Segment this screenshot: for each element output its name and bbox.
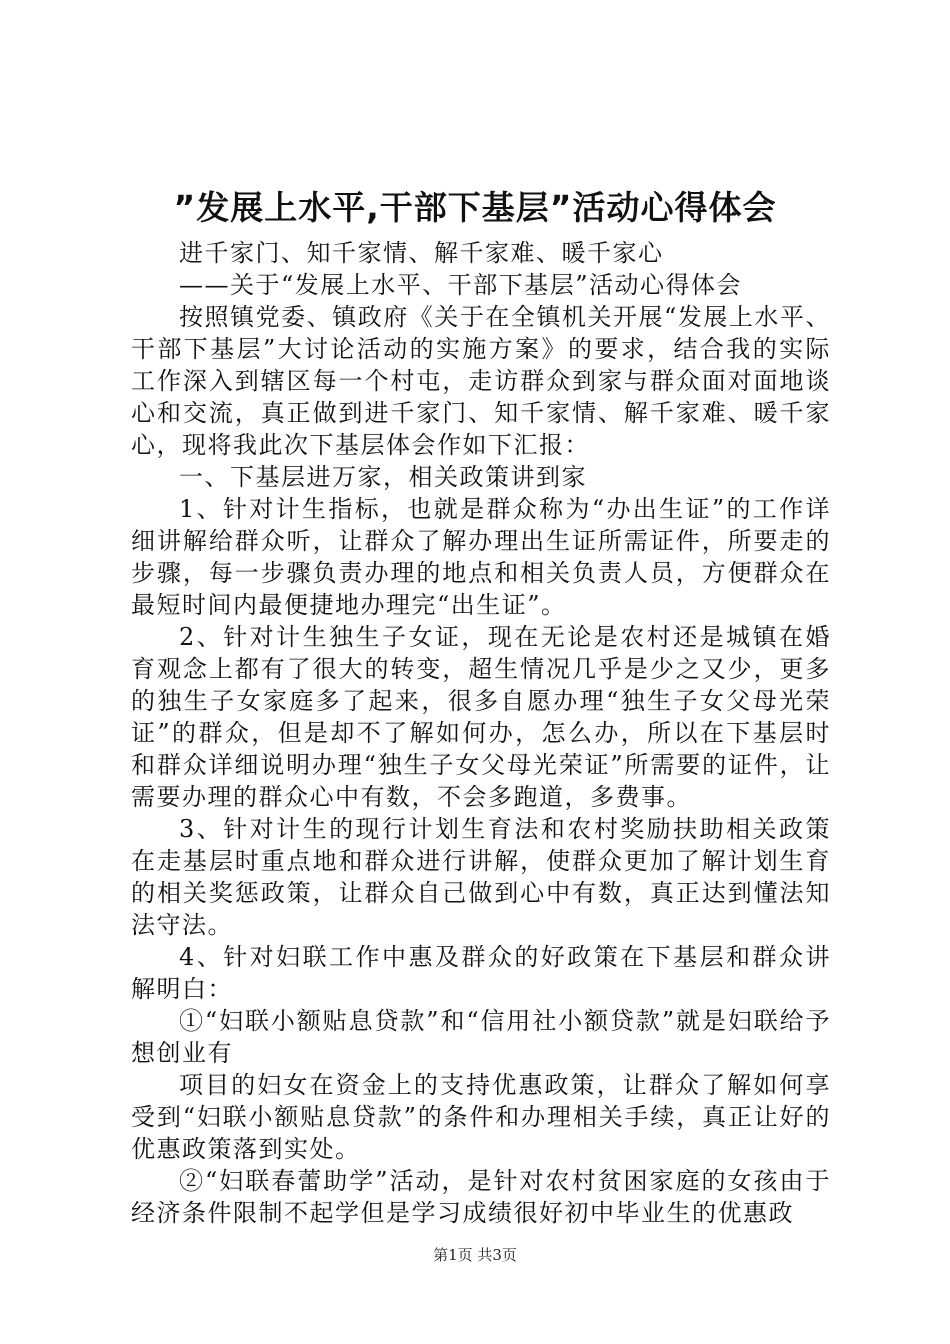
page-footer: 第1页 共3页 bbox=[433, 1246, 517, 1264]
body-paragraph: 按照镇党委、镇政府《关于在全镇机关开展“发展上水平、干部下基层”大讨论活动的实施方案》的要求，结合我的实际工作深入到辖区每一个村屯，走访群众到家与群众面对面地谈心和交流，真正做到进千家门、知千家情、解千家难、暖千家心，现将我此次下基层体会作如下汇报： bbox=[131, 303, 831, 459]
body-paragraph: ②“妇联春蕾助学”活动，是针对农村贫困家庭的女孩由于经济条件限制不起学但是学习成绩很好初中毕业生的优惠政 bbox=[131, 1167, 831, 1227]
body-paragraph: ①“妇联小额贴息贷款”和“信用社小额贷款”就是妇联给予想创业有 bbox=[131, 1007, 831, 1067]
section-heading: 一、下基层进万家，相关政策讲到家 bbox=[179, 463, 587, 491]
body-paragraph: 1、针对计生指标，也就是群众称为“办出生证”的工作详细讲解给群众听，让群众了解办理出生证所需证件，所要走的步骤，每一步骤负责办理的地点和相关负责人员，方便群众在最短时间内最便捷地办理完“出生证”。 bbox=[131, 495, 831, 619]
document-title: ”发展上水平,干部下基层”活动心得体会 bbox=[173, 188, 777, 227]
body-paragraph: 4、针对妇联工作中惠及群众的好政策在下基层和群众讲解明白： bbox=[131, 943, 831, 1003]
body-paragraph: 项目的妇女在资金上的支持优惠政策，让群众了解如何享受到“妇联小额贴息贷款”的条件和办理相关手续，真正让好的优惠政策落到实处。 bbox=[131, 1071, 831, 1163]
subtitle-line: ——关于“发展上水平、干部下基层”活动心得体会 bbox=[179, 271, 743, 299]
body-paragraph: 3、针对计生的现行计划生育法和农村奖励扶助相关政策在走基层时重点地和群众进行讲解，使群众更加了解计划生育的相关奖惩政策，让群众自己做到心中有数，真正达到懂法知法守法。 bbox=[131, 815, 831, 939]
body-paragraph: 2、针对计生独生子女证，现在无论是农村还是城镇在婚育观念上都有了很大的转变，超生情况几乎是少之又少，更多的独生子女家庭多了起来，很多自愿办理“独生子女父母光荣证”的群众，但是却不了解如何办，怎么办，所以在下基层时和群众详细说明办理“独生子女父母光荣证”所需要的证件，让需要办理的群众心中有数，不会多跑道，多费事。 bbox=[131, 623, 831, 811]
document-body bbox=[131, 237, 831, 1229]
subtitle-line: 进千家门、知千家情、解千家难、暖千家心 bbox=[179, 239, 664, 267]
